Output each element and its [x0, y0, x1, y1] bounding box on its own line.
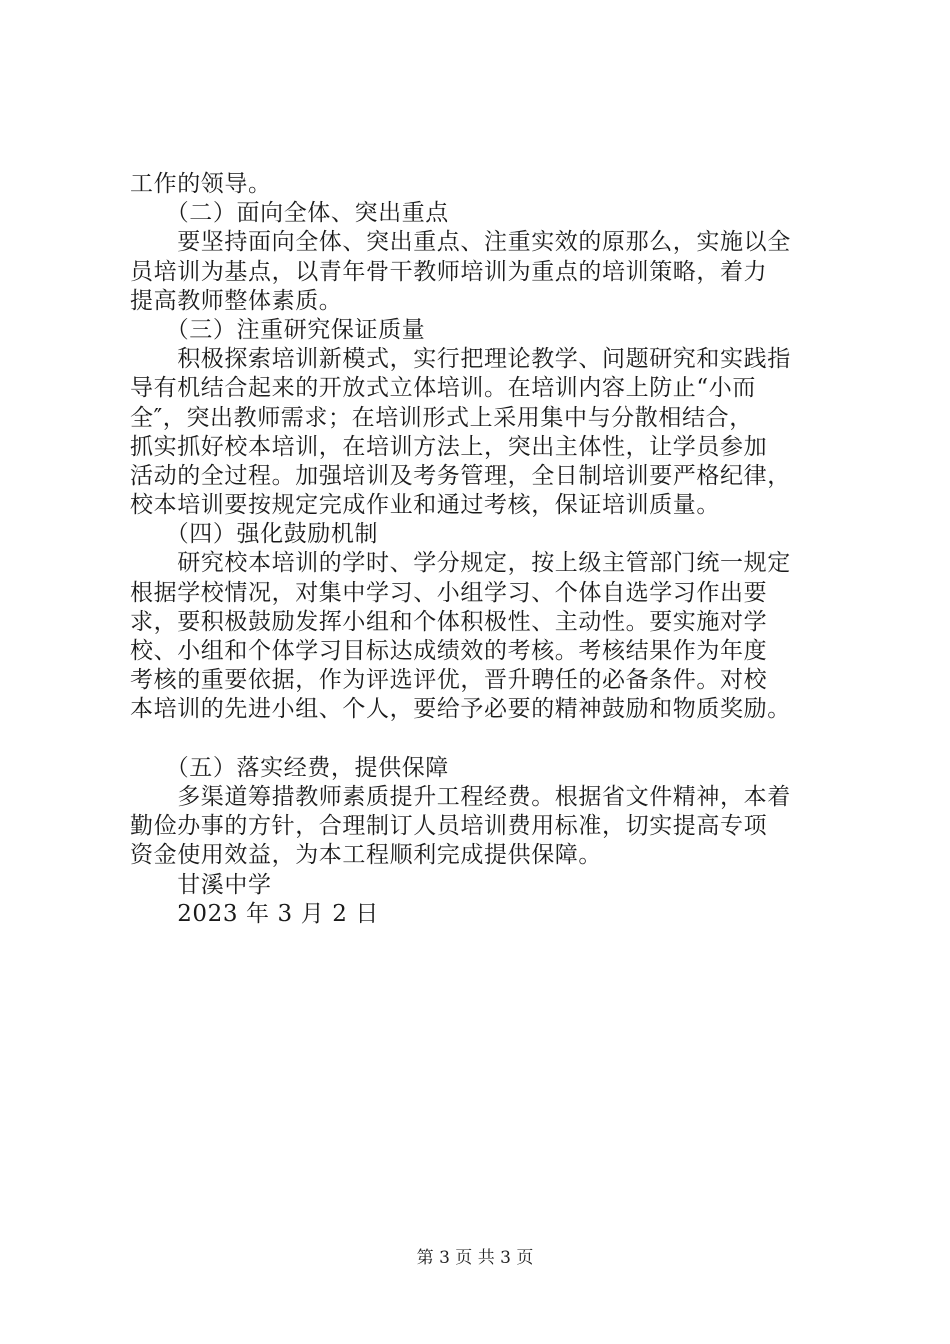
text-line: 抓实抓好校本培训，在培训方法上，突出主体性，让学员参加	[130, 433, 768, 460]
text-line: 资金使用效益，为本工程顺利完成提供保障。	[130, 842, 602, 869]
text-line: 研究校本培训的学时、学分规定，按上级主管部门统一规定	[130, 550, 791, 577]
text-line: 勤俭办事的方针，合理制订人员培训费用标准，切实提高专项	[130, 813, 768, 840]
text-line: 活动的全过程。加强培训及考务管理，全日制培训要严格纪律，	[130, 462, 791, 489]
text-line: 本培训的先进小组、个人，要给予必要的精神鼓励和物质奖励。	[130, 696, 791, 723]
text-line: 根据学校情况，对集中学习、小组学习、个体自选学习作出要	[130, 579, 768, 606]
text-line: 考核的重要依据，作为评选评优，晋升聘任的必备条件。对校	[130, 667, 768, 694]
text-line: 导有机结合起来的开放式立体培训。在培训内容上防止“小而	[130, 375, 756, 402]
section-heading: （五）落实经费，提供保障	[130, 754, 449, 781]
text-line: 员培训为基点，以青年骨干教师培训为重点的培训策略，着力	[130, 258, 768, 285]
signature-organization: 甘溪中学	[130, 871, 272, 898]
text-line: 求，要积极鼓励发挥小组和个体积极性、主动性。要实施对学	[130, 608, 768, 635]
blank-line	[130, 725, 830, 754]
text-line: 校、小组和个体学习目标达成绩效的考核。考核结果作为年度	[130, 638, 768, 664]
document-body	[130, 170, 830, 929]
page-number-footer: 第 3 页 共 3 页	[416, 1248, 534, 1268]
text-line: 要坚持面向全体、突出重点、注重实效的原那么，实施以全	[130, 229, 791, 256]
section-heading: （四）强化鼓励机制	[130, 521, 379, 548]
text-line: 全″，突出教师需求；在培训形式上采用集中与分散相结合，	[130, 404, 753, 431]
text-line: 校本培训要按规定完成作业和通过考核，保证培训质量。	[130, 492, 720, 519]
text-line: 多渠道筹措教师素质提升工程经费。根据省文件精神，本着	[130, 783, 791, 810]
section-heading: （三）注重研究保证质量	[130, 316, 426, 343]
text-line: 工作的领导。	[130, 171, 272, 197]
text-line: 提高教师整体素质。	[130, 287, 343, 314]
section-heading: （二）面向全体、突出重点	[130, 200, 449, 227]
text-line: 积极探索培训新模式，实行把理论教学、问题研究和实践指	[130, 346, 791, 373]
signature-date: 2023 年 3 月 2 日	[130, 900, 379, 927]
